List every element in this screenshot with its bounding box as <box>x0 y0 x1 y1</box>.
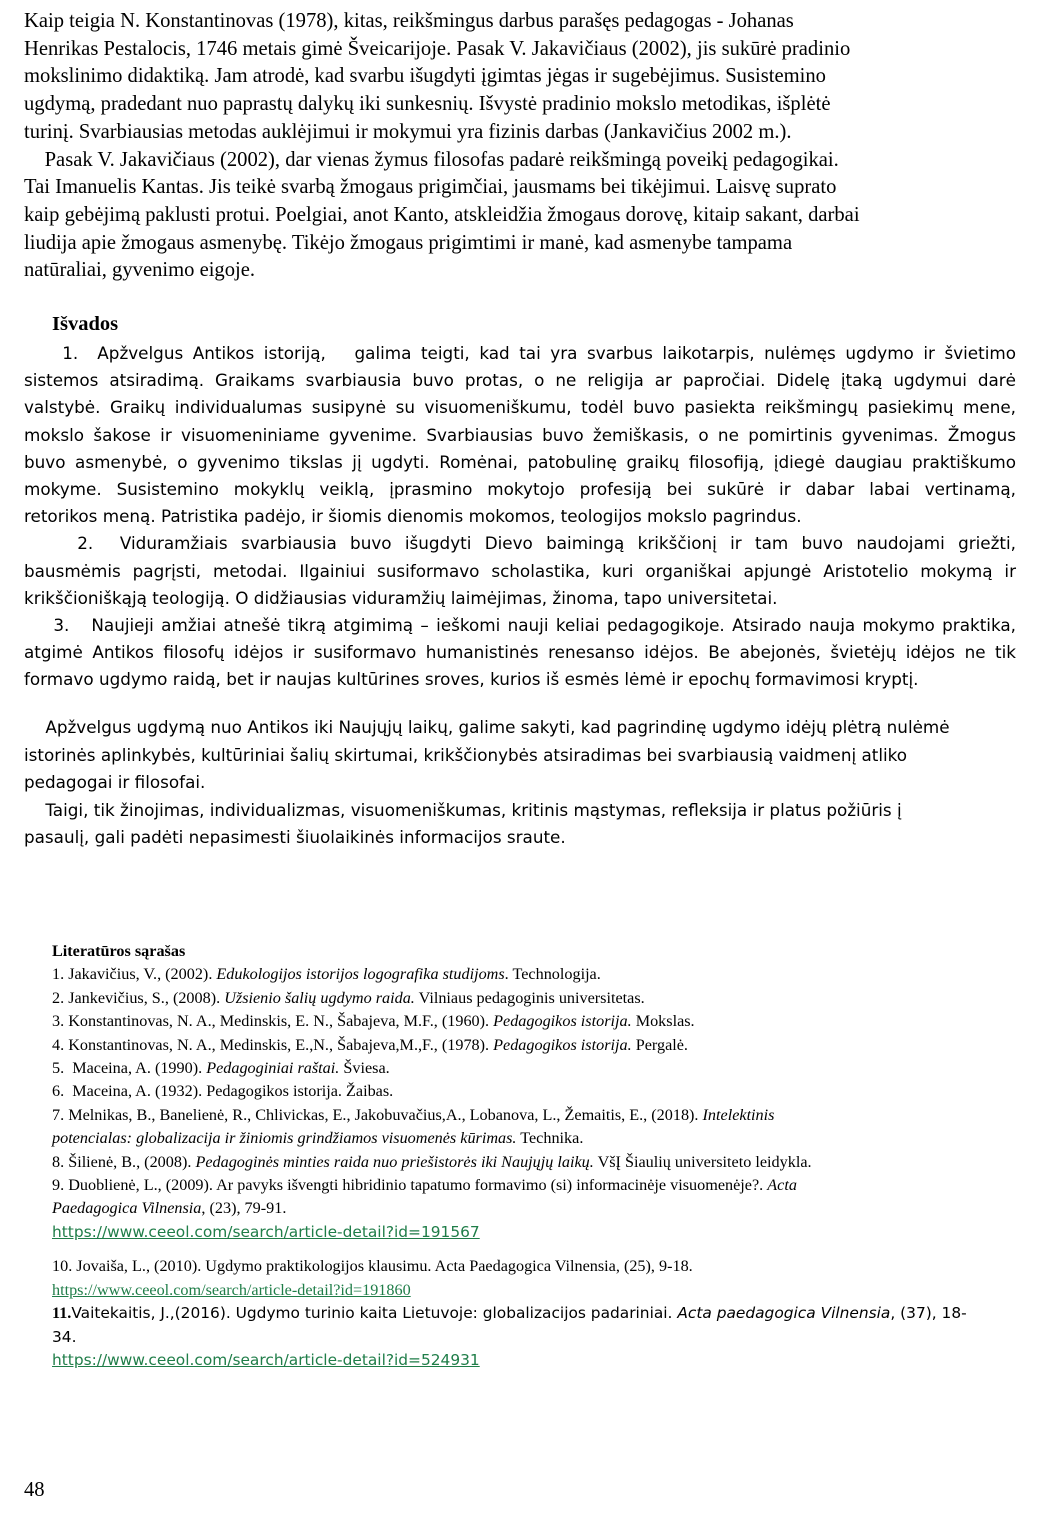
summary-paragraph-2 <box>24 797 1016 852</box>
conclusion-item-1 <box>24 340 1016 530</box>
reference-item <box>52 1104 1022 1127</box>
text-line: 3. Naujieji amžiai atnešė tikrą atgimimą – ieškomi nauji keliai pedagogikoje. Atsirado nauja mokymo praktika, <box>24 615 1016 636</box>
ref-title: Intelektinis <box>702 1105 775 1124</box>
text-line: 2. Viduramžiais svarbiausia buvo išugdyti Dievo baimingą krikščionį ir tam buvo naudojami griežti, <box>24 533 1016 554</box>
ref-text: 7. Melnikas, B., Banelienė, R., Chlivickas, E., Jakobuvačius,A., Lobanova, L., Žemaitis, E., (2018). <box>52 1105 703 1124</box>
reference-item-cont <box>52 1127 1022 1150</box>
ref-text: Vaitekaitis, J.,(2016). Ugdymo turinio kaita Lietuvoje: globalizacijos padariniai. <box>71 1304 678 1323</box>
text-line: natūraliai, gyvenimo eigoje. <box>24 259 256 282</box>
text-line: mokslinimo didaktiką. Jam atrodė, kad svarbu išugdyti įgimtas jėgas ir sugebėjimus. Susistemino <box>24 65 826 88</box>
conclusion-item-3 <box>24 612 1016 694</box>
text-line: Apžvelgus ugdymą nuo Antikos iki Naujųjų laikų, galime sakyti, kad pagrindinę ugdymo idėjų plėtrą nulėmė <box>24 717 950 737</box>
reference-item <box>52 1151 1022 1174</box>
reference-link-line <box>52 1279 1022 1302</box>
references-list <box>52 940 1022 1372</box>
reference-link[interactable]: https://www.ceeol.com/search/article-detail?id=191567 <box>52 1222 480 1241</box>
reference-item: 6. Maceina, A. (1932). Pedagogikos istorija. Žaibas. <box>52 1082 394 1101</box>
reference-item <box>52 1034 1022 1057</box>
ref-title: Acta <box>767 1176 797 1195</box>
reference-link-line <box>52 1349 1022 1372</box>
text-line: mokyme. Susistemino mokyklų veiklą, įprasmino mokytojo profesiją bei sukūrė ir dabar labai vertinamą, <box>24 479 1016 500</box>
page-number: 48 <box>24 1479 45 1501</box>
text-line: liudija apie žmogaus asmenybę. Tikėjo žmogaus prigimtimi ir manė, kad asmenybe tampama <box>24 231 793 254</box>
text-line: Henrikas Pestalocis, 1746 metais gimė Šveicarijoje. Pasak V. Jakavičiaus (2002), jis sukūrė pradinio <box>24 37 851 60</box>
text-line: sistemos atsiradimą. Graikams svarbiausia buvo protas, o ne religija ar papročiai. Didelę įtaką ugdymui darė <box>24 370 1016 391</box>
text-line: mokslo šakose ir visuomeniniame gyvenime. Svarbiausias buvo žemiškasis, o ne pomirtinis gyvenimas. Žmogus <box>24 424 1016 445</box>
reference-item-cont <box>52 1197 1022 1220</box>
text-line: Kaip teigia N. Konstantinovas (1978), kitas, reikšmingus darbus parašęs pedagogas - Johanas <box>24 10 794 32</box>
ref-text: , (23), 79-91. <box>201 1199 287 1218</box>
reference-link[interactable]: https://www.ceeol.com/search/article-detail?id=191860 <box>52 1280 411 1299</box>
ref-title: Acta paedagogica Vilnensia <box>677 1304 891 1323</box>
reference-item-cont: 34. <box>52 1327 77 1346</box>
ref-text: Mokslas. <box>631 1012 695 1031</box>
ref-title: Užsienio šalių ugdymo raida. <box>224 988 415 1007</box>
text-line: formavo ugdymo raidą, bet ir naujas kultūrines sroves, kurios iš esmės lėmė ir epochų formavimosi kryptį. <box>24 669 919 690</box>
text-line: pasaulį, gali padėti nepasimesti šiuolaikinės informacijos sraute. <box>24 827 566 847</box>
ref-text: VšĮ Šiaulių universiteto leidykla. <box>593 1152 812 1171</box>
ref-text: 8. Šilienė, B., (2008). <box>52 1152 196 1171</box>
reference-item <box>52 1174 1022 1197</box>
text-line: bausmėmis pagrįsti, metodai. Ilgainiui susiformavo scholastika, kuri organiškai apjungė Aristotelio mokymą ir <box>24 560 1016 581</box>
conclusions-list <box>24 340 1016 694</box>
ref-text: Pergalė. <box>631 1035 688 1054</box>
ref-text: Vilniaus pedagoginis universitetas. <box>414 988 645 1007</box>
text-line: Taigi, tik žinojimas, individualizmas, visuomeniškumas, kritinis mąstymas, refleksija ir platus požiūris į <box>24 799 902 820</box>
conclusions-heading: Išvados <box>52 313 119 335</box>
reference-item <box>52 1010 1022 1033</box>
text-line: ugdymą, pradedant nuo paprastų dalykų iki sunkesnių. Išvystė pradinio mokslo metodikas, išplėtė <box>24 93 831 116</box>
ref-text: Šviesa. <box>339 1059 390 1078</box>
reference-item <box>52 1302 1022 1325</box>
spacer <box>52 1244 1022 1255</box>
ref-title: Pedagogikos istorija. <box>493 1035 632 1054</box>
text-line: Tai Imanuelis Kantas. Jis teikė svarbą žmogaus prigimčiai, jausmams bei tikėjimui. Laisvę suprato <box>24 176 837 199</box>
ref-text: 5. Maceina, A. (1990). <box>52 1059 207 1078</box>
ref-text: . Technologija. <box>504 965 601 984</box>
ref-text: 9. Duoblienė, L., (2009). Ar pavyks išvengti hibridinio tapatumo formavimo (si) informacinėje visuomenėje?. <box>52 1176 768 1195</box>
reference-item <box>52 1057 1022 1080</box>
text-line: 1. Apžvelgus Antikos istoriją, galima teigti, kad tai yra svarbus laikotarpis, nulėmęs ugdymo ir švietimo <box>24 343 1016 363</box>
text-line: buvo asmenybė, o gyvenimo tikslas jį ugdyti. Romėnai, patobulinę graikų filosofiją, įdiegė daugiau praktiškumo <box>24 451 1016 472</box>
paragraph-kant <box>24 147 1024 286</box>
ref-text: 1. Jakavičius, V., (2002). <box>52 965 217 984</box>
ref-title: Paedagogica Vilnensia <box>52 1199 202 1218</box>
ref-title: Pedagoginiai raštai. <box>206 1059 340 1078</box>
ref-text: , (37), 18- <box>890 1304 967 1323</box>
reference-link-line <box>52 1221 1022 1244</box>
ref-text: Technika. <box>516 1129 584 1148</box>
paragraph-pestalozzi <box>24 8 1024 147</box>
ref-title: Edukologijos istorijos logografika studijoms <box>216 965 505 984</box>
text-line: pedagogai ir filosofai. <box>24 772 206 792</box>
ref-title: potencialas: globalizacija ir žiniomis grindžiamos visuomenės kūrimas. <box>52 1129 517 1148</box>
summary-paragraph-1 <box>24 714 1016 797</box>
text-line: krikščioniškąją teologiją. O didžiausias viduramžių laimėjimas, žinoma, tapo universitetai. <box>24 587 778 608</box>
ref-title: Pedagogikos istorija. <box>493 1012 632 1031</box>
text-line: Pasak V. Jakavičiaus (2002), dar vienas žymus filosofas padarė reikšmingą poveikį pedagogikai. <box>24 148 839 171</box>
reference-item <box>52 963 1022 986</box>
ref-text: 4. Konstantinovas, N. A., Medinskis, E.,N., Šabajeva,M.,F., (1978). <box>52 1035 494 1054</box>
reference-item: 10. Jovaiša, L., (2010). Ugdymo praktikologijos klausimu. Acta Paedagogica Vilnensia, (25), 9-18. <box>52 1257 693 1276</box>
text-line: istorinės aplinkybės, kultūriniai šalių skirtumai, krikščionybės atsiradimas bei svarbiausią vaidmenį atliko <box>24 744 908 765</box>
text-line: turinį. Svarbiausias metodas auklėjimui ir mokymui yra fizinis darbas (Jankavičius 2002 m.). <box>24 120 792 143</box>
reference-link[interactable]: https://www.ceeol.com/search/article-detail?id=524931 <box>52 1350 480 1369</box>
intro-paragraphs <box>24 8 1024 285</box>
text-line: retorikos meną. Patristika padėjo, ir šiomis dienomis mokomos, teologijos mokslo pagrindus. <box>24 506 802 527</box>
ref-text: 2. Jankevičius, S., (2008). <box>52 988 225 1007</box>
conclusion-item-2 <box>24 530 1016 612</box>
ref-text: 3. Konstantinovas, N. A., Medinskis, E. N., Šabajeva, M.F., (1960). <box>52 1012 494 1031</box>
text-line: kaip gebėjimą paklusti protui. Poelgiai, anot Kanto, atskleidžia žmogaus dorovę, kitaip sakant, darbai <box>24 203 860 226</box>
ref-number: 11. <box>52 1304 72 1323</box>
references-title: Literatūros sąrašas <box>52 942 186 960</box>
text-line: valstybė. Graikų individualumas susipynė su visuomeniškumu, todėl buvo pasiekta reikšmingų pasiekimų mene, <box>24 397 1016 418</box>
reference-item <box>52 987 1022 1010</box>
text-line: atgimė Antikos filosofų idėjos ir susiformavo humanistinės renesanso idėjos. Be abejonės, švietėjų idėjos ne tik <box>24 642 1016 663</box>
summary-paragraphs <box>24 714 1016 852</box>
ref-title: Pedagoginės minties raida nuo priešistorės iki Naujųjų laikų. <box>195 1152 594 1171</box>
